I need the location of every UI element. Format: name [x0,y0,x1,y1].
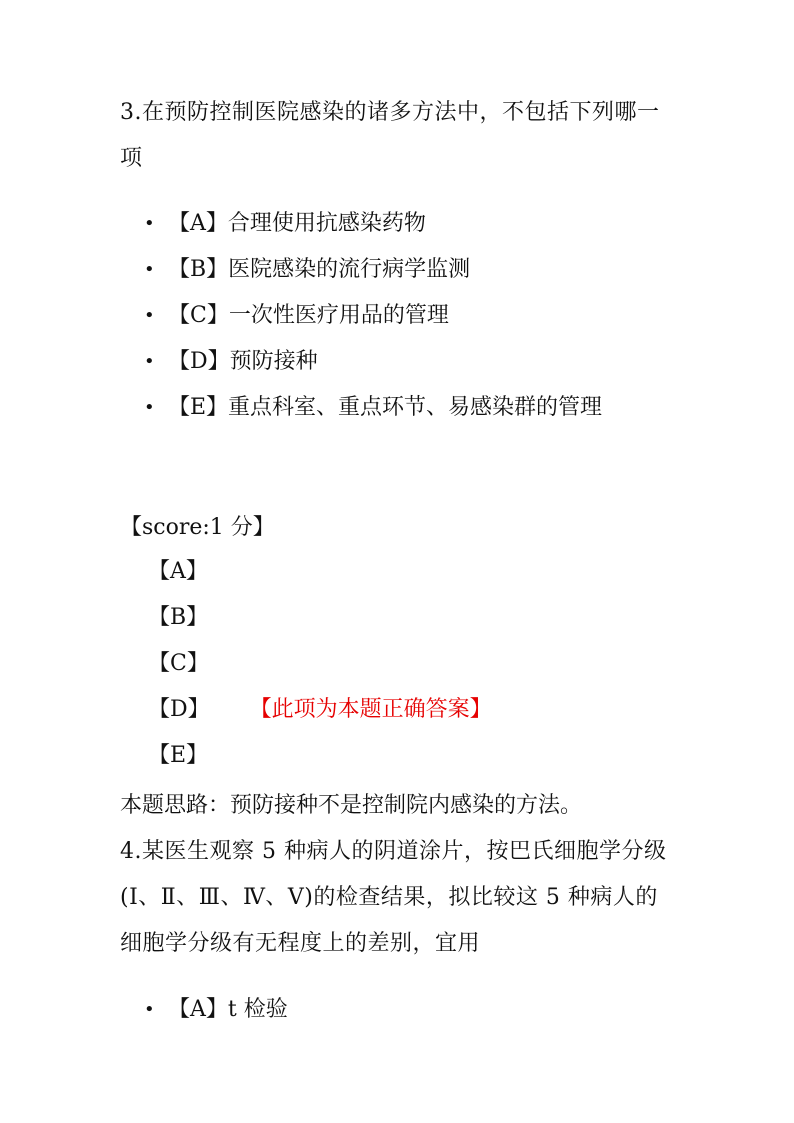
answer-key-label: 【C】 [148,651,209,676]
option-label: 【A】合理使用抗感染药物 [168,211,426,236]
answer-key-label: 【A】 [148,559,208,584]
bullet-icon: • [144,351,155,372]
answer-key-label: 【D】 [148,697,210,722]
option-item [140,247,700,293]
answer-key-item [148,549,492,595]
explanation-text: 本题思路：预防接种不是控制院内感染的方法。 [120,793,583,818]
option-label: 【C】一次性医疗用品的管理 [168,303,449,328]
option-label: 【A】t 检验 [168,997,288,1022]
question-3-options [140,201,700,431]
option-item [140,385,700,431]
option-item [140,339,700,385]
score-label: 【score:1 分】 [120,515,275,540]
bullet-icon: • [144,397,155,418]
option-label: 【D】预防接种 [168,349,318,374]
bullet-icon: • [144,213,155,234]
answer-key-item [148,595,492,641]
question-4-options [140,987,700,1033]
question-4-text: 4.某医生观察 5 种病人的阴道涂片，按巴氏细胞学分级(Ⅰ、Ⅱ、Ⅲ、Ⅳ、Ⅴ)的检查结果，拟比较这 5 种病人的细胞学分级有无程度上的差别，宜用 [120,839,667,956]
bullet-icon: • [144,999,155,1020]
correct-answer-mark: 【此项为本题正确答案】 [249,697,492,722]
answer-key-item [148,733,492,779]
answer-key-label: 【B】 [148,605,209,630]
answer-key-label: 【E】 [148,743,209,768]
answer-key-item [148,687,492,733]
option-item [140,987,700,1033]
answer-key-item [148,641,492,687]
bullet-icon: • [144,259,155,280]
bullet-icon: • [144,305,155,326]
option-label: 【E】重点科室、重点环节、易感染群的管理 [168,395,603,420]
option-item [140,293,700,339]
option-label: 【B】医院感染的流行病学监测 [168,257,471,282]
question-3-text: 3.在预防控制医院感染的诸多方法中，不包括下列哪一项 [120,100,660,171]
option-item [140,201,700,247]
answer-key-list [148,549,492,779]
